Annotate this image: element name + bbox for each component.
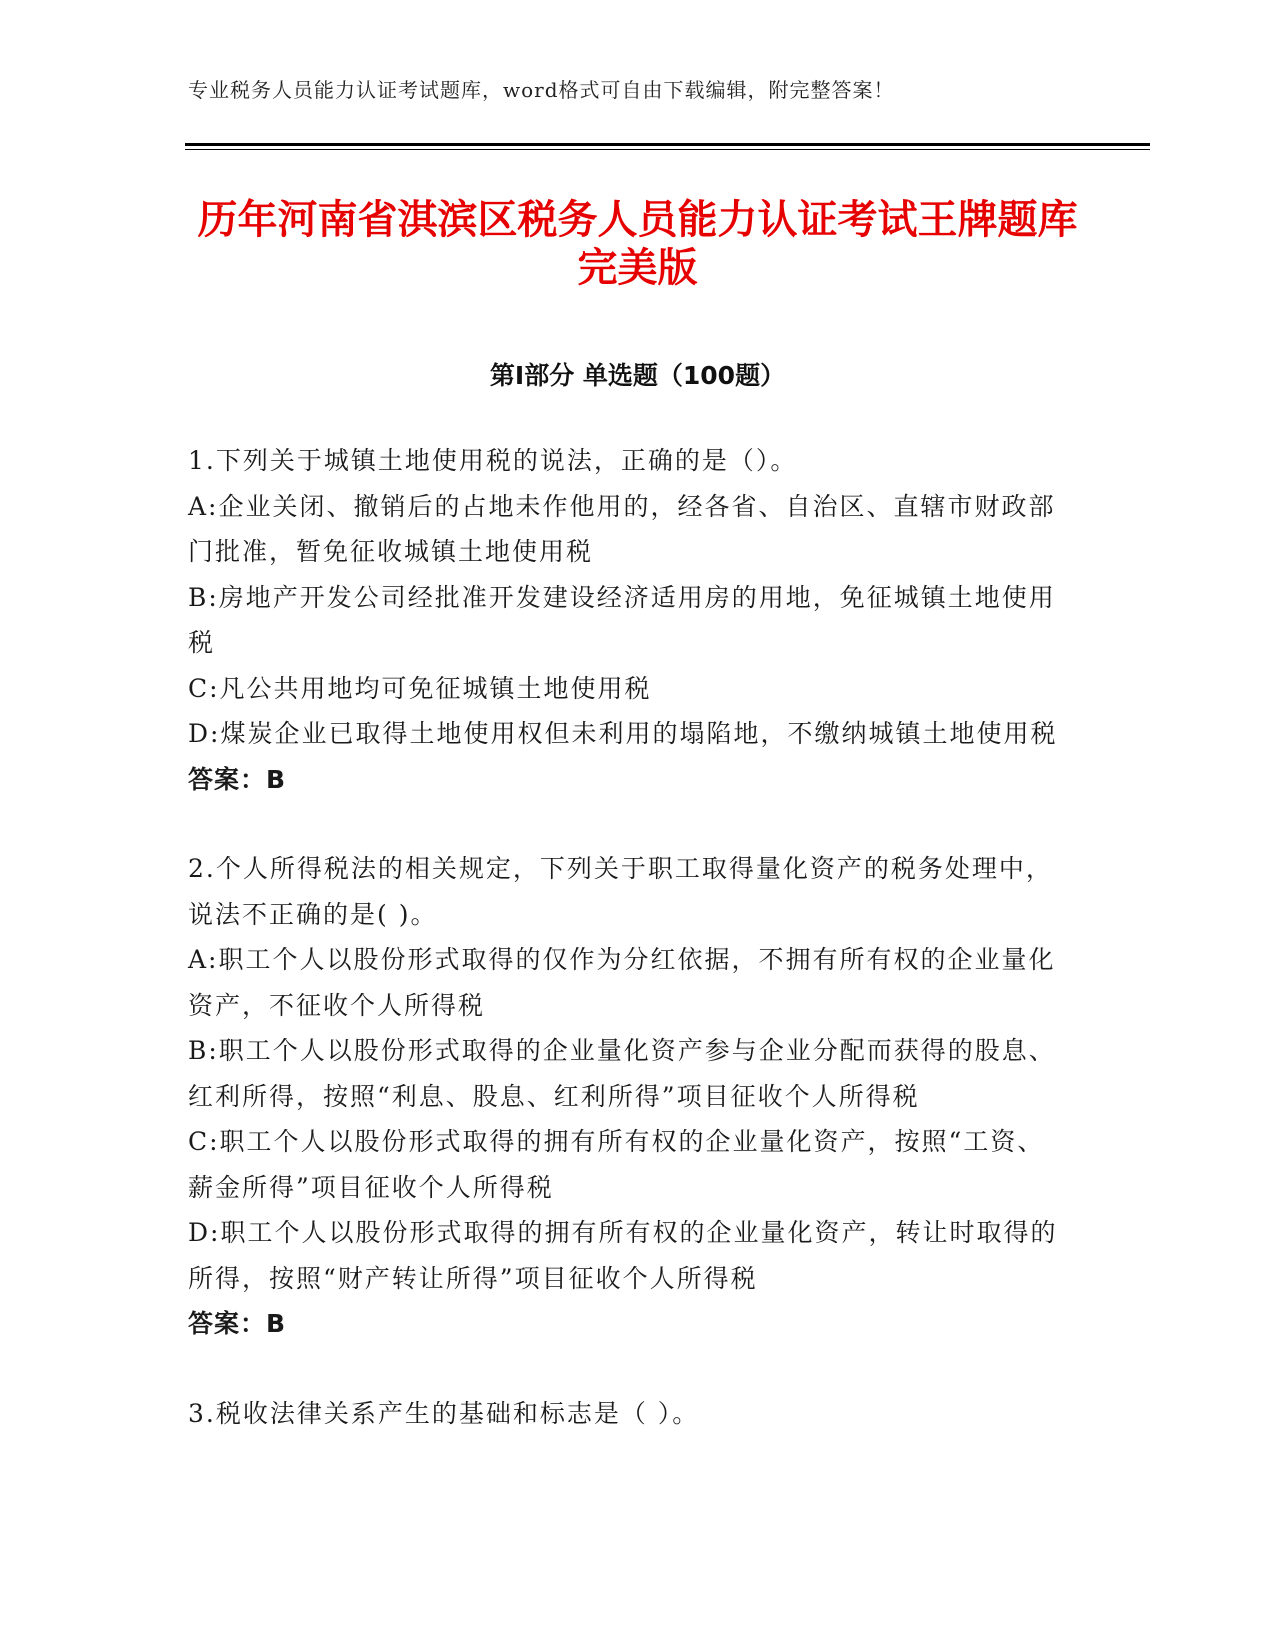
option-b: B:房地产开发公司经批准开发建设经济适用房的用地，免征城镇土地使用税: [188, 582, 1056, 657]
header-rule-thin: [185, 149, 1150, 150]
option-d: D:职工个人以股份形式取得的拥有所有权的企业量化资产，转让时取得的所得，按照“财产转让所得”项目征收个人所得税: [188, 1218, 1058, 1293]
option-a: A:职工个人以股份形式取得的仅作为分红依据，不拥有所有权的企业量化资产，不征收个人所得税: [188, 945, 1056, 1020]
question-stem: 1.下列关于城镇土地使用税的说法，正确的是（）。: [188, 446, 798, 475]
question-1: [188, 438, 1068, 802]
option-d: D:煤炭企业已取得土地使用权但未利用的塌陷地，不缴纳城镇土地使用税: [188, 719, 1058, 748]
section-heading: 第Ⅰ部分 单选题（100题）: [489, 361, 786, 390]
question-stem: 2.个人所得税法的相关规定，下列关于职工取得量化资产的税务处理中，说法不正确的是( )。: [188, 854, 1053, 929]
option-c: C:职工个人以股份形式取得的拥有所有权的企业量化资产，按照“工资、薪金所得”项目征收个人所得税: [188, 1127, 1045, 1202]
document-title: 历年河南省淇滨区税务人员能力认证考试王牌题库完美版: [197, 197, 1078, 291]
option-a: A:企业关闭、撤销后的占地未作他用的，经各省、自治区、直辖市财政部门批准，暂免征收城镇土地使用税: [188, 491, 1056, 566]
option-c: C:凡公共用地均可免征城镇土地使用税: [188, 673, 652, 703]
question-3: [188, 1391, 1068, 1437]
question-stem: 3.税收法律关系产生的基础和标志是（ ）。: [188, 1398, 700, 1428]
header-note: 专业税务人员能力认证考试题库，word格式可自由下载编辑，附完整答案！: [188, 78, 895, 102]
answer: 答案：B: [188, 1309, 287, 1338]
answer: 答案：B: [188, 764, 287, 794]
option-b: B:职工个人以股份形式取得的企业量化资产参与企业分配而获得的股息、红利所得，按照“利息、股息、红利所得”项目征收个人所得税: [188, 1036, 1056, 1111]
header-rule-thick: [185, 143, 1150, 146]
question-list: [188, 438, 1068, 1480]
question-2: [188, 846, 1068, 1347]
